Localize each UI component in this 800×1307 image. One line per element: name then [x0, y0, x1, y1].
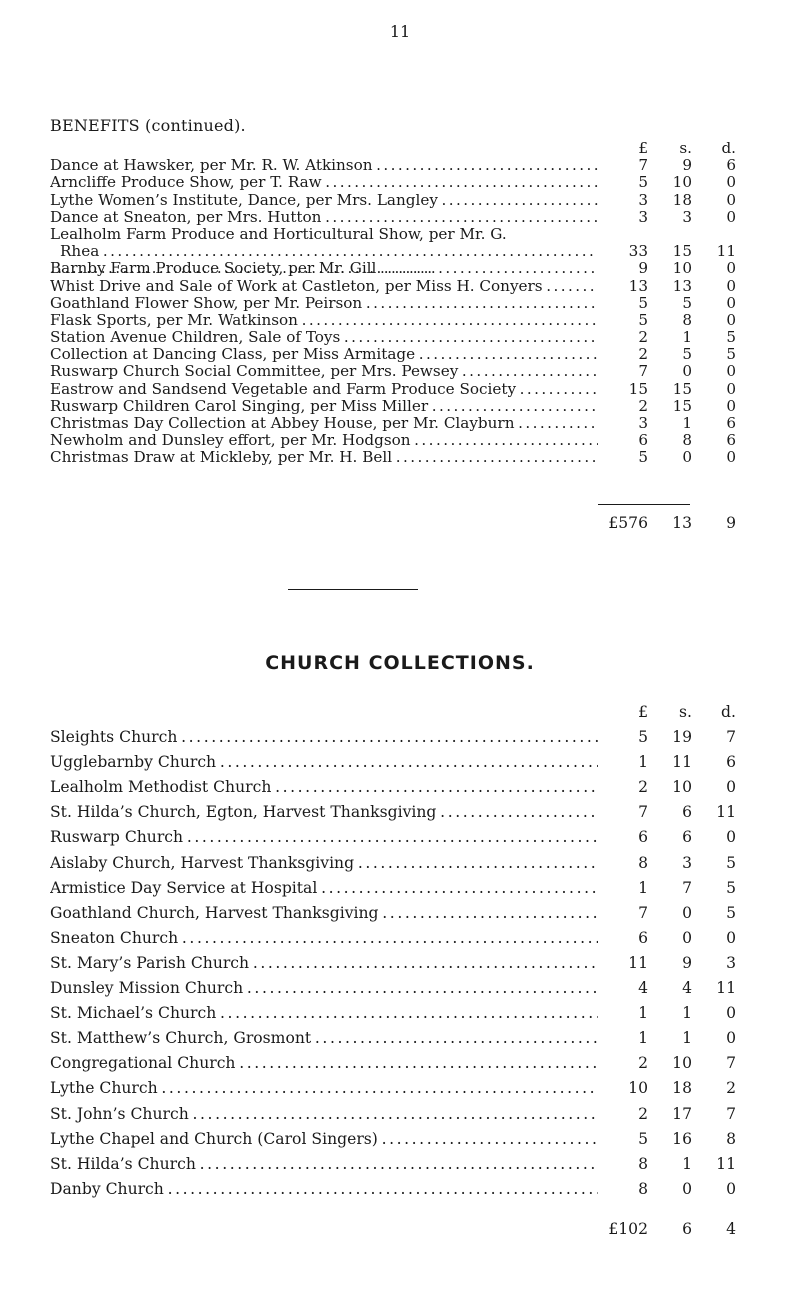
church-ledger [50, 700, 738, 1202]
shillings-amount: 0 [682, 903, 692, 922]
pence-amount: 5 [726, 853, 736, 872]
shillings-amount: 18 [672, 190, 692, 209]
shillings-amount: 8 [682, 431, 692, 450]
entry-description: Collection at Dancing Class, per Miss Armitage . . . [50, 346, 598, 363]
entry-description: Barnby Farm Produce Society, per Mr. Gill . . . [50, 260, 598, 277]
entry-description: Christmas Day Collection at Abbey House, per Mr. Clayburn . . . [50, 415, 598, 432]
entry-description: Congregational Church . . . [50, 1054, 598, 1072]
pounds-amount: 5 [638, 293, 648, 312]
ledger-row [50, 1127, 738, 1152]
shillings-amount: 9 [682, 156, 692, 175]
pence-amount: 6 [726, 156, 736, 175]
entry-description: Lythe Chapel and Church (Carol Singers) . . . [50, 1130, 598, 1148]
entry-description: Ruswarp Church Social Committee, per Mrs. Pewsey . . . [50, 363, 598, 380]
pence-column-header: d. [721, 139, 736, 157]
pounds-amount: 10 [628, 1079, 648, 1098]
pounds-amount: 5 [638, 1129, 648, 1148]
pounds-amount: 2 [638, 328, 648, 347]
pounds-amount: 7 [638, 803, 648, 822]
pounds-amount: 7 [638, 903, 648, 922]
pounds-amount: 7 [638, 156, 648, 175]
entry-description: Sneaton Church . . . [50, 929, 598, 947]
total-shillings: 13 [672, 514, 692, 532]
ledger-row [50, 329, 738, 346]
entry-description: Ruswarp Children Carol Singing, per Miss Miller . . . [50, 398, 598, 415]
pence-amount: 0 [726, 778, 736, 797]
shillings-amount: 10 [672, 259, 692, 278]
entry-description: Goathland Church, Harvest Thanksgiving . . . [50, 904, 598, 922]
shillings-amount: 5 [682, 345, 692, 364]
shillings-amount: 1 [682, 1154, 692, 1173]
pounds-amount: 11 [628, 953, 648, 972]
pence-amount: 0 [726, 362, 736, 381]
pence-amount: 11 [716, 242, 736, 261]
church-collections-heading: CHURCH COLLECTIONS. [265, 652, 535, 674]
pounds-amount: 2 [638, 1104, 648, 1123]
pounds-amount: 1 [638, 878, 648, 897]
shillings-amount: 0 [682, 448, 692, 467]
shillings-amount: 7 [682, 878, 692, 897]
ledger-row [50, 226, 738, 260]
pence-amount: 0 [726, 207, 736, 226]
ledger-row [50, 449, 738, 466]
shillings-amount: 17 [672, 1104, 692, 1123]
total-pence: 9 [726, 514, 736, 532]
ledger-row [50, 1152, 738, 1177]
ledger-row [50, 800, 738, 825]
pence-amount: 2 [726, 1079, 736, 1098]
ledger-row [50, 1001, 738, 1026]
total-pence: 4 [726, 1220, 736, 1238]
benefits-ledger [50, 140, 738, 467]
pence-amount: 7 [726, 1054, 736, 1073]
shillings-amount: 15 [672, 396, 692, 415]
pounds-amount: 6 [638, 928, 648, 947]
entry-description: Ugglebarnby Church . . . [50, 753, 598, 771]
ledger-row [50, 312, 738, 329]
pounds-amount: 3 [638, 190, 648, 209]
shillings-amount: 3 [682, 853, 692, 872]
pence-amount: 0 [726, 448, 736, 467]
shillings-amount: 19 [672, 728, 692, 747]
shillings-amount: 15 [672, 379, 692, 398]
pounds-amount: 9 [638, 259, 648, 278]
benefits-total-rule [598, 504, 690, 505]
pence-column-header: d. [721, 703, 736, 721]
page-number: 11 [389, 22, 411, 41]
entry-description: Lealholm Methodist Church . . . [50, 778, 598, 796]
benefits-heading: BENEFITS (continued). [50, 116, 246, 135]
shillings-amount: 3 [682, 207, 692, 226]
pounds-amount: 3 [638, 414, 648, 433]
entry-description: St. Mary’s Parish Church . . . [50, 954, 598, 972]
ledger-row [50, 1177, 738, 1202]
pounds-amount: 2 [638, 1054, 648, 1073]
ledger-row [50, 209, 738, 226]
pounds-amount: 33 [628, 242, 648, 261]
shillings-amount: 1 [682, 1029, 692, 1048]
pence-amount: 8 [726, 1129, 736, 1148]
pence-amount: 0 [726, 259, 736, 278]
pounds-amount: 5 [638, 173, 648, 192]
entry-description: St. Hilda’s Church . . . [50, 1155, 598, 1173]
shillings-amount: 1 [682, 414, 692, 433]
total-pounds: £576 [608, 514, 648, 532]
benefits-total-row [50, 514, 738, 532]
entry-description: St. Matthew’s Church, Grosmont . . . [50, 1029, 598, 1047]
pence-amount: 0 [726, 396, 736, 415]
entry-description: Lythe Women’s Institute, Dance, per Mrs. Langley . . . [50, 192, 598, 209]
pounds-amount: 1 [638, 753, 648, 772]
ledger-row [50, 398, 738, 415]
pounds-amount: 8 [638, 1179, 648, 1198]
pounds-amount: 15 [628, 379, 648, 398]
total-shillings: 6 [682, 1220, 692, 1238]
church-total-row [50, 1220, 738, 1238]
pence-amount: 11 [716, 803, 736, 822]
ledger-row [50, 876, 738, 901]
entry-description: Newholm and Dunsley effort, per Mr. Hodgson . . . [50, 432, 598, 449]
pounds-amount: 8 [638, 853, 648, 872]
pounds-amount: 7 [638, 362, 648, 381]
pounds-column-header: £ [638, 703, 648, 721]
pence-amount: 0 [726, 828, 736, 847]
total-pounds: £102 [608, 1220, 648, 1238]
shillings-amount: 10 [672, 173, 692, 192]
shillings-column-header: s. [679, 703, 692, 721]
entry-description: Sleights Church . . . [50, 728, 598, 746]
ledger-row [50, 725, 738, 750]
pence-amount: 5 [726, 878, 736, 897]
ledger-row [50, 926, 738, 951]
entry-description: Rhea . . . [50, 242, 593, 277]
shillings-amount: 6 [682, 828, 692, 847]
entry-description: Flask Sports, per Mr. Watkinson . . . [50, 312, 598, 329]
pence-amount: 0 [726, 190, 736, 209]
ledger-row [50, 1076, 738, 1101]
entry-description: Arncliffe Produce Show, per T. Raw . . . [50, 174, 598, 191]
pence-amount: 0 [726, 928, 736, 947]
pence-amount: 5 [726, 345, 736, 364]
ledger-row [50, 951, 738, 976]
pounds-amount: 1 [638, 1029, 648, 1048]
shillings-amount: 11 [672, 753, 692, 772]
shillings-amount: 0 [682, 1179, 692, 1198]
pounds-column-header: £ [638, 139, 648, 157]
pence-amount: 11 [716, 979, 736, 998]
pounds-amount: 6 [638, 431, 648, 450]
pounds-amount: 8 [638, 1154, 648, 1173]
entry-description: Ruswarp Church . . . [50, 828, 598, 846]
pounds-amount: 5 [638, 310, 648, 329]
pence-amount: 0 [726, 1179, 736, 1198]
entry-description: Danby Church . . . [50, 1180, 598, 1198]
ledger-row [50, 363, 738, 380]
entry-description: Eastrow and Sandsend Vegetable and Farm Produce Society . . . [50, 381, 598, 398]
ledger-row [50, 278, 738, 295]
pence-amount: 5 [726, 328, 736, 347]
entry-description: Whist Drive and Sale of Work at Castleton, per Miss H. Conyers . . . [50, 278, 598, 295]
pence-amount: 0 [726, 1029, 736, 1048]
pounds-amount: 5 [638, 728, 648, 747]
entry-description: Goathland Flower Show, per Mr. Peirson . . . [50, 295, 598, 312]
entry-description: Armistice Day Service at Hospital . . . [50, 879, 598, 897]
pence-amount: 0 [726, 310, 736, 329]
ledger-row [50, 260, 738, 277]
pence-amount: 6 [726, 431, 736, 450]
ledger-row [50, 825, 738, 850]
ledger-row [50, 381, 738, 398]
shillings-amount: 0 [682, 928, 692, 947]
currency-header [50, 140, 738, 157]
ledger-row [50, 415, 738, 432]
entry-description: Dance at Sneaton, per Mrs. Hutton . . . [50, 209, 598, 226]
shillings-amount: 6 [682, 803, 692, 822]
pence-amount: 0 [726, 173, 736, 192]
ledger-row [50, 1051, 738, 1076]
ledger-row [50, 346, 738, 363]
shillings-amount: 1 [682, 1004, 692, 1023]
section-separator [288, 589, 418, 590]
pounds-amount: 3 [638, 207, 648, 226]
pence-amount: 7 [726, 1104, 736, 1123]
pence-amount: 6 [726, 753, 736, 772]
pence-amount: 0 [726, 379, 736, 398]
pence-amount: 0 [726, 1004, 736, 1023]
pounds-amount: 2 [638, 396, 648, 415]
pence-amount: 0 [726, 276, 736, 295]
ledger-row [50, 295, 738, 312]
entry-description: St. Hilda’s Church, Egton, Harvest Thanksgiving . . . [50, 803, 598, 821]
entry-description: Dance at Hawsker, per Mr. R. W. Atkinson . . . [50, 157, 598, 174]
shillings-amount: 9 [682, 953, 692, 972]
entry-description: St. Michael’s Church . . . [50, 1004, 598, 1022]
pence-amount: 7 [726, 728, 736, 747]
ledger-row [50, 432, 738, 449]
pounds-amount: 2 [638, 345, 648, 364]
pounds-amount: 2 [638, 778, 648, 797]
entry-description: Station Avenue Children, Sale of Toys . . . [50, 329, 598, 346]
ledger-row [50, 174, 738, 191]
shillings-amount: 16 [672, 1129, 692, 1148]
shillings-amount: 5 [682, 293, 692, 312]
entry-description: Christmas Draw at Mickleby, per Mr. H. Bell . . . [50, 449, 598, 466]
shillings-amount: 10 [672, 778, 692, 797]
entry-description: Aislaby Church, Harvest Thanksgiving . . . [50, 854, 598, 872]
ledger-row [50, 1102, 738, 1127]
ledger-row [50, 192, 738, 209]
currency-header [50, 700, 738, 725]
ledger-row [50, 851, 738, 876]
shillings-amount: 1 [682, 328, 692, 347]
pounds-amount: 5 [638, 448, 648, 467]
pounds-amount: 1 [638, 1004, 648, 1023]
pounds-amount: 6 [638, 828, 648, 847]
shillings-amount: 8 [682, 310, 692, 329]
entry-description-line: Lealholm Farm Produce and Horticultural Show, per Mr. G. [50, 225, 507, 243]
pence-amount: 5 [726, 903, 736, 922]
shillings-amount: 18 [672, 1079, 692, 1098]
ledger-row [50, 750, 738, 775]
ledger-row [50, 1026, 738, 1051]
entry-description: Dunsley Mission Church . . . [50, 979, 598, 997]
entry-description: St. John’s Church . . . [50, 1105, 598, 1123]
ledger-row [50, 775, 738, 800]
ledger-row [50, 976, 738, 1001]
shillings-amount: 15 [672, 242, 692, 261]
ledger-row [50, 901, 738, 926]
pounds-amount: 4 [638, 979, 648, 998]
shillings-amount: 10 [672, 1054, 692, 1073]
shillings-column-header: s. [679, 139, 692, 157]
shillings-amount: 4 [682, 979, 692, 998]
ledger-row [50, 157, 738, 174]
shillings-amount: 13 [672, 276, 692, 295]
shillings-amount: 0 [682, 362, 692, 381]
entry-description: Lythe Church . . . [50, 1079, 598, 1097]
pence-amount: 6 [726, 414, 736, 433]
pence-amount: 3 [726, 953, 736, 972]
pounds-amount: 13 [628, 276, 648, 295]
pence-amount: 0 [726, 293, 736, 312]
pence-amount: 11 [716, 1154, 736, 1173]
